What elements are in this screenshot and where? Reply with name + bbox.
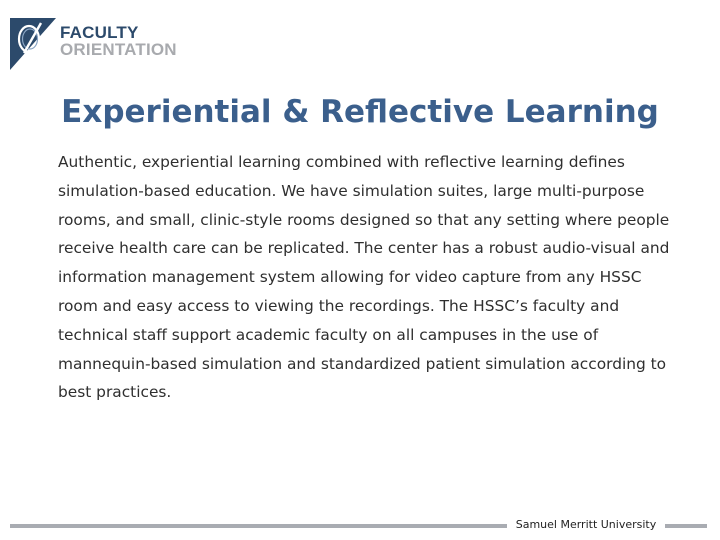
- slide-body-text: Authentic, experiential learning combined with reflective learning defines simulation-based education. We have simulation suites, large multi-purpose rooms, and small, clinic-style rooms designed so that any setting where people receive health care can be replicated. The center has a robust audio-visual and information management system allowing for video capture from any HSSC room and easy access to viewing the recordings. The HSSC’s faculty and technical staff support academic faculty on all campuses in the use of mannequin-based simulation and standardized patient simulation according to best practices.: [58, 153, 670, 402]
- faculty-orientation-logo: [10, 18, 190, 70]
- footer-university-name: Samuel Merritt University: [515, 518, 657, 531]
- footer-divider-left: [10, 524, 507, 528]
- logo-text-orientation: ORIENTATION: [60, 40, 177, 59]
- faculty-orientation-emblem-icon: [10, 18, 58, 70]
- slide-title: Experiential & Reflective Learning: [61, 94, 659, 130]
- footer-divider-right: [665, 524, 707, 528]
- logo-text-faculty: FACULTY: [60, 23, 139, 42]
